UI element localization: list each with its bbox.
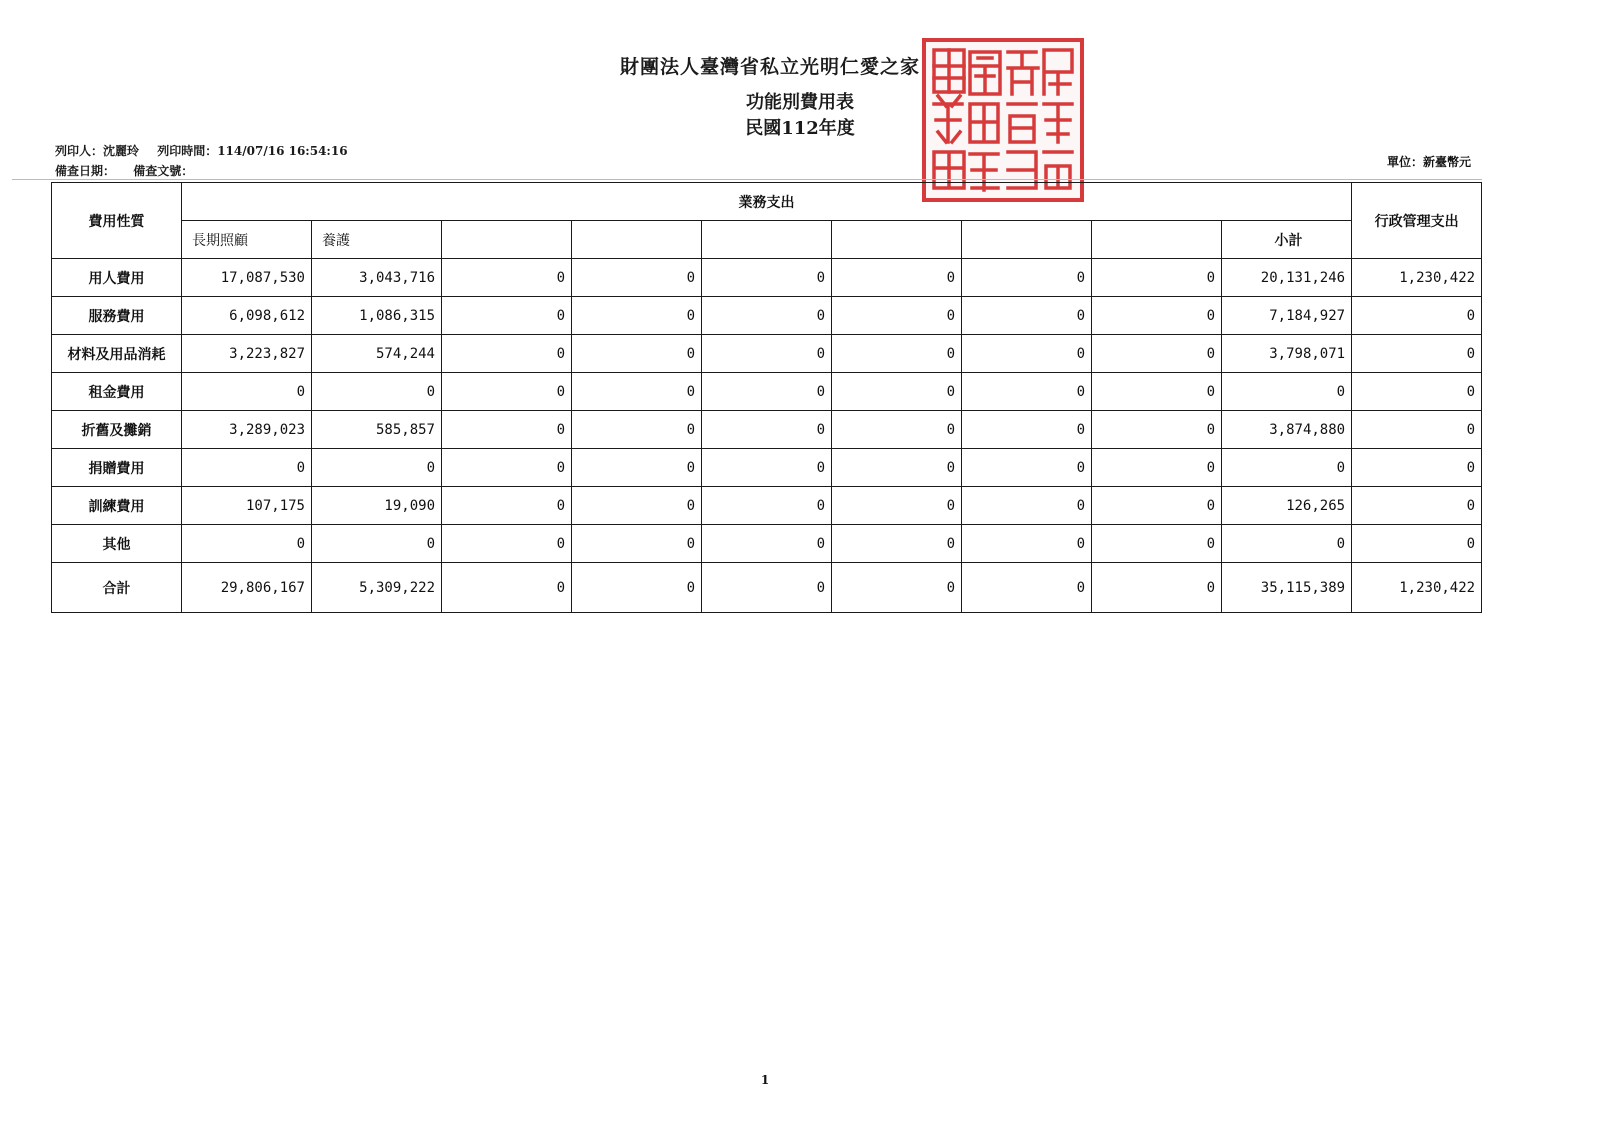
row-label: 訓練費用	[52, 487, 182, 525]
row-label: 捐贈費用	[52, 449, 182, 487]
amount-cell: 0	[572, 259, 702, 297]
row-label: 服務費用	[52, 297, 182, 335]
table-row	[52, 487, 1482, 525]
amount-cell: 0	[832, 259, 962, 297]
amount-cell: 0	[832, 373, 962, 411]
amount-cell: 0	[702, 487, 832, 525]
row-label: 折舊及攤銷	[52, 411, 182, 449]
amount-cell: 0	[312, 525, 442, 563]
amount-cell: 0	[832, 411, 962, 449]
seal-glyphs-icon	[926, 42, 1080, 198]
amount-cell: 0	[1092, 297, 1222, 335]
amount-cell: 0	[572, 411, 702, 449]
table-row	[52, 297, 1482, 335]
header-row-sub	[52, 221, 1482, 259]
header-divider	[12, 179, 1482, 180]
red-seal-stamp	[922, 38, 1084, 202]
amount-cell: 0	[572, 297, 702, 335]
amount-cell: 3,043,716	[312, 259, 442, 297]
amount-cell: 0	[1092, 563, 1222, 613]
amount-cell: 0	[702, 335, 832, 373]
amount-cell: 0	[962, 449, 1092, 487]
amount-cell: 0	[1222, 373, 1352, 411]
business-expense-header: 業務支出	[182, 183, 1352, 221]
row-label: 用人費用	[52, 259, 182, 297]
amount-cell: 0	[702, 259, 832, 297]
col-header-long-term-care: 長期照顧	[182, 221, 312, 259]
amount-cell: 35,115,389	[1222, 563, 1352, 613]
table-row	[52, 449, 1482, 487]
col-header-nursing: 養護	[312, 221, 442, 259]
amount-cell: 0	[1352, 525, 1482, 563]
amount-cell: 0	[312, 373, 442, 411]
col-header-blank	[832, 221, 962, 259]
amount-cell: 0	[182, 373, 312, 411]
amount-cell: 0	[1092, 525, 1222, 563]
col-header-subtotal: 小計	[1222, 221, 1352, 259]
col-header-blank	[572, 221, 702, 259]
amount-cell: 0	[182, 449, 312, 487]
amount-cell: 0	[442, 259, 572, 297]
filing-info	[55, 162, 207, 179]
amount-cell: 0	[1352, 297, 1482, 335]
amount-cell: 0	[962, 487, 1092, 525]
col-header-blank	[962, 221, 1092, 259]
amount-cell: 5,309,222	[312, 563, 442, 613]
currency-unit: 單位：新臺幣元	[1387, 155, 1472, 169]
amount-cell: 1,086,315	[312, 297, 442, 335]
row-label: 材料及用品消耗	[52, 335, 182, 373]
col-header-blank	[702, 221, 832, 259]
amount-cell: 6,098,612	[182, 297, 312, 335]
report-period: 民國112年度	[745, 118, 855, 139]
row-label: 合計	[52, 563, 182, 613]
amount-cell: 0	[1352, 449, 1482, 487]
table-row	[52, 259, 1482, 297]
row-label: 租金費用	[52, 373, 182, 411]
amount-cell: 0	[1092, 449, 1222, 487]
amount-cell: 0	[832, 563, 962, 613]
amount-cell: 1,230,422	[1352, 563, 1482, 613]
amount-cell: 19,090	[312, 487, 442, 525]
amount-cell: 0	[1092, 373, 1222, 411]
amount-cell: 0	[702, 525, 832, 563]
amount-cell: 0	[442, 563, 572, 613]
amount-cell: 0	[832, 335, 962, 373]
amount-cell: 7,184,927	[1222, 297, 1352, 335]
amount-cell: 0	[962, 411, 1092, 449]
amount-cell: 0	[1222, 525, 1352, 563]
filing-date: 備查日期：	[55, 164, 116, 178]
amount-cell: 0	[1092, 259, 1222, 297]
table-row	[52, 373, 1482, 411]
print-time: 列印時間：114/07/16 16:54:16	[157, 144, 348, 158]
amount-cell: 3,223,827	[182, 335, 312, 373]
amount-cell: 0	[572, 525, 702, 563]
amount-cell: 1,230,422	[1352, 259, 1482, 297]
amount-cell: 0	[1092, 411, 1222, 449]
amount-cell: 3,874,880	[1222, 411, 1352, 449]
amount-cell: 0	[832, 449, 962, 487]
amount-cell: 0	[442, 335, 572, 373]
amount-cell: 0	[572, 335, 702, 373]
header-row-group	[52, 183, 1482, 221]
amount-cell: 0	[442, 373, 572, 411]
amount-cell: 0	[442, 525, 572, 563]
amount-cell: 0	[702, 373, 832, 411]
amount-cell: 0	[962, 259, 1092, 297]
amount-cell: 0	[442, 487, 572, 525]
amount-cell: 0	[832, 487, 962, 525]
amount-cell: 126,265	[1222, 487, 1352, 525]
filing-number: 備查文號：	[133, 164, 194, 178]
table-body	[52, 259, 1482, 613]
amount-cell: 0	[1352, 487, 1482, 525]
amount-cell: 0	[572, 373, 702, 411]
amount-cell: 0	[962, 563, 1092, 613]
amount-cell: 3,289,023	[182, 411, 312, 449]
admin-expense-header: 行政管理支出	[1352, 183, 1482, 259]
report-title: 功能別費用表	[746, 92, 854, 113]
printer-name: 列印人：沈麗玲	[55, 144, 140, 158]
amount-cell: 0	[1092, 335, 1222, 373]
amount-cell: 0	[702, 411, 832, 449]
table-row	[52, 525, 1482, 563]
amount-cell: 0	[832, 525, 962, 563]
amount-cell: 0	[962, 335, 1092, 373]
amount-cell: 0	[1352, 335, 1482, 373]
amount-cell: 0	[1352, 373, 1482, 411]
amount-cell: 20,131,246	[1222, 259, 1352, 297]
total-row	[52, 563, 1482, 613]
functional-expense-table	[51, 182, 1482, 613]
row-label: 其他	[52, 525, 182, 563]
amount-cell: 0	[442, 411, 572, 449]
amount-cell: 574,244	[312, 335, 442, 373]
amount-cell: 0	[1222, 449, 1352, 487]
amount-cell: 0	[702, 449, 832, 487]
amount-cell: 0	[572, 449, 702, 487]
amount-cell: 29,806,167	[182, 563, 312, 613]
amount-cell: 0	[572, 487, 702, 525]
amount-cell: 107,175	[182, 487, 312, 525]
col-header-blank	[442, 221, 572, 259]
organization-name: 財團法人臺灣省私立光明仁愛之家	[619, 56, 920, 78]
amount-cell: 17,087,530	[182, 259, 312, 297]
table-row	[52, 411, 1482, 449]
amount-cell: 0	[962, 373, 1092, 411]
amount-cell: 0	[1092, 487, 1222, 525]
col-header-blank	[1092, 221, 1222, 259]
amount-cell: 585,857	[312, 411, 442, 449]
amount-cell: 0	[702, 297, 832, 335]
page-number: 1	[760, 1073, 770, 1087]
table-row	[52, 335, 1482, 373]
amount-cell: 0	[312, 449, 442, 487]
amount-cell: 0	[832, 297, 962, 335]
amount-cell: 0	[702, 563, 832, 613]
amount-cell: 0	[1352, 411, 1482, 449]
amount-cell: 0	[442, 449, 572, 487]
expense-nature-header: 費用性質	[52, 183, 182, 259]
amount-cell: 3,798,071	[1222, 335, 1352, 373]
amount-cell: 0	[572, 563, 702, 613]
amount-cell: 0	[442, 297, 572, 335]
amount-cell: 0	[182, 525, 312, 563]
amount-cell: 0	[962, 525, 1092, 563]
print-info	[55, 142, 362, 159]
amount-cell: 0	[962, 297, 1092, 335]
